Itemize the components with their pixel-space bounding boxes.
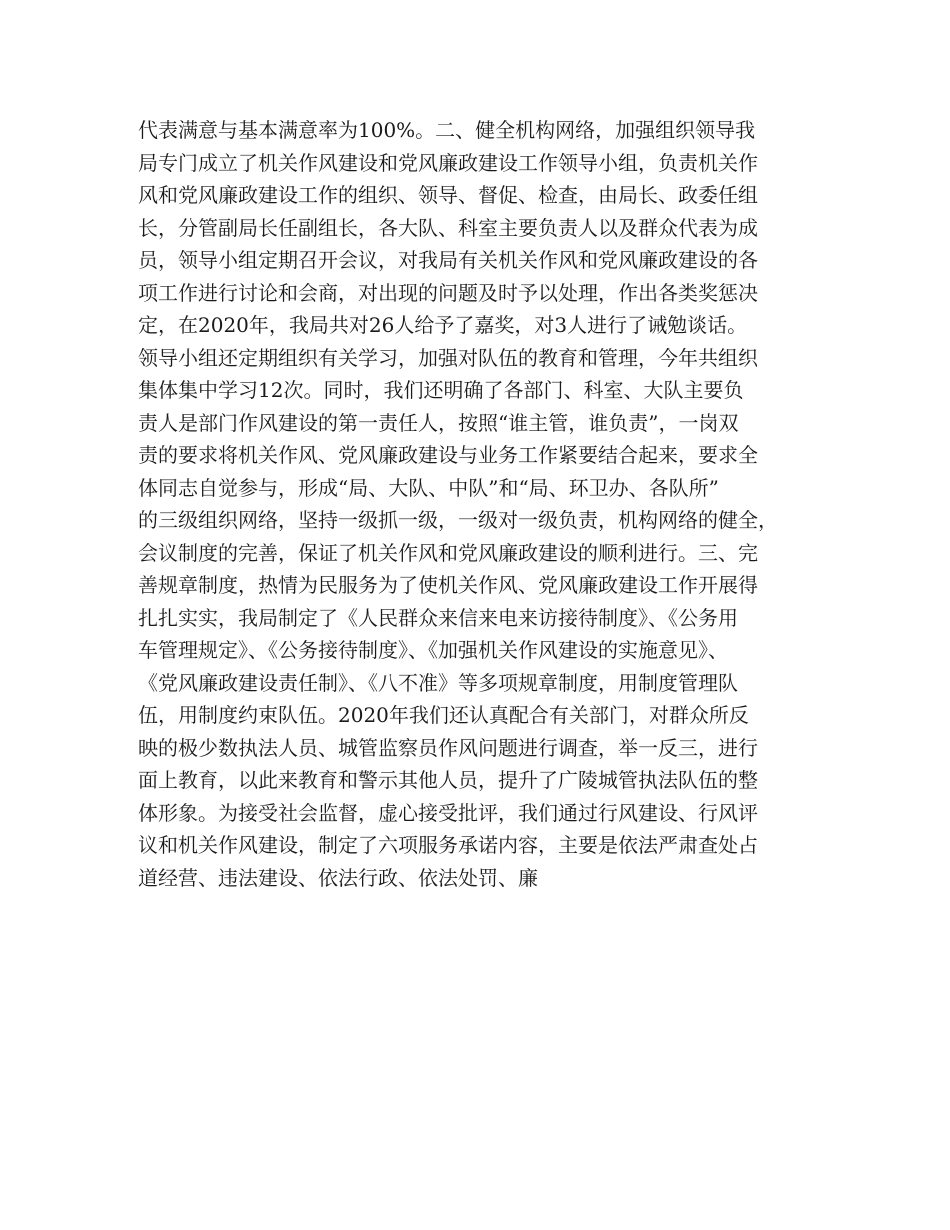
text-line-24: 道经营、违法建设、依法行政、依法处罚、廉 — [138, 865, 538, 890]
text-line-22: 体形象。为接受社会监督，虚心接受批评，我们通过行风建设、行风评 — [138, 800, 758, 825]
text-line-20: 映的极少数执法人员、城管监察员作风问题进行调查，举一反三，进行 — [138, 735, 758, 760]
text-line-14: 会议制度的完善，保证了机关作风和党风廉政建设的顺利进行。三、完 — [138, 540, 758, 565]
text-line-3: 风和党风廉政建设工作的组织、领导、督促、检查，由局长、政委任组 — [138, 183, 758, 207]
text-line-16: 扎扎实实，我局制定了《人民群众来信来电来访接待制度》、《公务用 — [138, 605, 738, 630]
text-line-1: 代表满意与基本满意率为100%。二、健全机构网络，加强组织领导我 — [138, 118, 756, 142]
text-line-11: 责的要求将机关作风、党风廉政建设与业务工作紧要结合起来，要求全 — [138, 443, 758, 467]
text-line-9: 集体集中学习12次。同时，我们还明确了各部门、科室、大队主要负 — [138, 378, 744, 402]
text-line-4: 长，分管副局长任副组长，各大队、科室主要负责人以及群众代表为成 — [138, 215, 758, 240]
text-line-2: 局专门成立了机关作风建设和党风廉政建设工作领导小组，负责机关作 — [138, 150, 758, 175]
text-line-10: 责人是部门作风建设的第一责任人，按照“谁主管，谁负责”，一岗双 — [138, 410, 739, 435]
text-line-17: 车管理规定》、《公务接待制度》、《加强机关作风建设的实施意见》、 — [138, 638, 728, 662]
text-line-7: 定，在2020年，我局共对26人给予了嘉奖，对3人进行了诫勉谈话。 — [138, 313, 748, 337]
body-text — [138, 114, 838, 894]
text-line-13: 的三级组织网络，坚持一级抓一级，一级对一级负责，机构网络的健全， — [138, 508, 778, 532]
text-line-6: 项工作进行讨论和会商，对出现的问题及时予以处理，作出各类奖惩决 — [138, 280, 758, 305]
text-line-5: 员，领导小组定期召开会议，对我局有关机关作风和党风廉政建设的各 — [138, 248, 758, 272]
text-line-12: 体同志自觉参与，形成“局、大队、中队”和“局、环卫办、各队所” — [138, 475, 719, 500]
text-line-21: 面上教育，以此来教育和警示其他人员，提升了广陵城管执法队伍的整 — [138, 768, 758, 792]
text-line-19: 伍，用制度约束队伍。2020年我们还认真配合有关部门，对群众所反 — [138, 703, 749, 727]
text-line-15: 善规章制度，热情为民服务为了使机关作风、党风廉政建设工作开展得 — [138, 573, 758, 597]
text-line-18: 《党风廉政建设责任制》、《八不准》等多项规章制度，用制度管理队 — [138, 670, 738, 695]
text-line-8: 领导小组还定期组织有关学习，加强对队伍的教育和管理，今年共组织 — [138, 345, 758, 370]
text-line-23: 议和机关作风建设，制定了六项服务承诺内容，主要是依法严肃查处占 — [138, 833, 758, 857]
